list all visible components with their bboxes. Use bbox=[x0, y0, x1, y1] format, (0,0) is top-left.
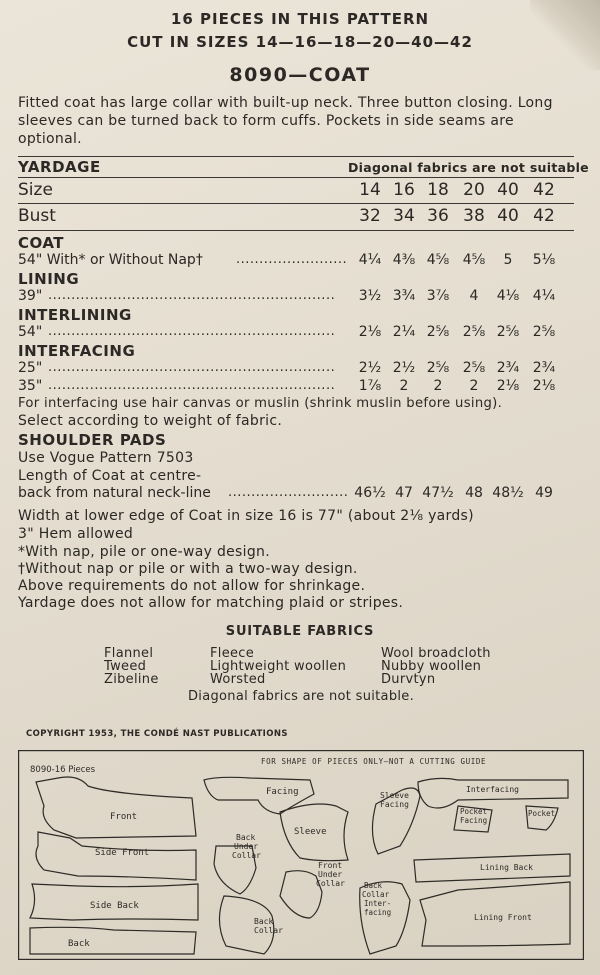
fabric-item: Worsted bbox=[210, 672, 266, 687]
coat-heading: COAT bbox=[18, 234, 65, 252]
label-side-back: Side Back bbox=[90, 901, 139, 911]
bust-value: 42 bbox=[533, 206, 555, 226]
label-back-under-collar: Back bbox=[236, 833, 256, 842]
bust-row bbox=[18, 206, 574, 228]
interfacing-value: 2 bbox=[433, 378, 443, 394]
size-value: 42 bbox=[533, 180, 555, 200]
leader-dots: ........................ bbox=[236, 252, 348, 267]
interfacing-value: 2⅝ bbox=[426, 360, 450, 376]
label-back-collar-interfacing: Inter- bbox=[364, 899, 392, 908]
label-facing: Facing bbox=[266, 787, 299, 797]
front-piece bbox=[36, 777, 196, 838]
interlining-label: 54" bbox=[18, 324, 43, 340]
interfacing-value: 2½ bbox=[358, 360, 382, 376]
fabric-item: Tweed bbox=[104, 659, 147, 674]
interfacing-value: 1⅞ bbox=[358, 378, 382, 394]
plaid-note: Yardage does not allow for matching plaid or stripes. bbox=[18, 595, 404, 611]
lining-value: 4 bbox=[469, 288, 479, 304]
label-front: Front bbox=[110, 812, 138, 822]
lining-value: 3⅞ bbox=[426, 288, 450, 304]
size-value: 40 bbox=[497, 180, 519, 200]
interlining-value: 2⅝ bbox=[532, 324, 556, 340]
fabric-item: Zibeline bbox=[104, 672, 159, 687]
interfacing-value: 2½ bbox=[392, 360, 416, 376]
leader-dots: .............................................................. bbox=[48, 360, 336, 375]
label-back-collar: Collar bbox=[254, 926, 283, 935]
length-value: 47 bbox=[395, 485, 413, 501]
label-pocket-facing: Pocket bbox=[460, 807, 488, 816]
label-lining-back: Lining Back bbox=[480, 863, 533, 872]
lining-label: 39" bbox=[18, 288, 43, 304]
label-back-collar-interfacing: facing bbox=[364, 908, 392, 917]
rule-top bbox=[18, 156, 574, 157]
length-value: 48½ bbox=[492, 485, 524, 501]
interlining-value: 2⅝ bbox=[426, 324, 450, 340]
width-note: Width at lower edge of Coat in size 16 is 77" (about 2⅛ yards) bbox=[18, 508, 474, 524]
pattern-pieces-diagram bbox=[18, 750, 584, 960]
interfacing-value: 2 bbox=[469, 378, 479, 394]
leader-dots: .......................... bbox=[228, 485, 349, 500]
fabric-item: Nubby woollen bbox=[381, 659, 482, 674]
coat-label: 54" With* or Without Nap† bbox=[18, 252, 203, 268]
interfacing-note-2: Select according to weight of fabric. bbox=[18, 413, 283, 429]
bust-value: 40 bbox=[497, 206, 519, 226]
pieces-count: 16 PIECES IN THIS PATTERN bbox=[170, 10, 430, 28]
coat-value: 4⅜ bbox=[392, 252, 416, 268]
lining-value: 3¾ bbox=[392, 288, 416, 304]
interlining-value: 2⅝ bbox=[496, 324, 520, 340]
fabric-item: Fleece bbox=[210, 646, 255, 661]
lining-value: 4¼ bbox=[532, 288, 556, 304]
fabric-col-2 bbox=[210, 647, 346, 686]
length-row bbox=[18, 485, 574, 507]
diagram-code: 8090-16 Pieces bbox=[30, 765, 96, 775]
fabric-item: Lightweight woollen bbox=[210, 659, 347, 674]
interlining-value: 2¼ bbox=[392, 324, 416, 340]
hem-note: 3" Hem allowed bbox=[18, 526, 134, 542]
interfacing-heading: INTERFACING bbox=[18, 342, 136, 360]
lining-value: 3½ bbox=[358, 288, 382, 304]
label-sleeve: Sleeve bbox=[294, 827, 327, 837]
length-value: 49 bbox=[535, 485, 553, 501]
size-value: 20 bbox=[463, 180, 485, 200]
label-front-under-collar: Front bbox=[318, 861, 343, 870]
interfacing-value: 2⅛ bbox=[532, 378, 556, 394]
yardage-title: YARDAGE bbox=[18, 158, 101, 176]
description: Fitted coat has large collar with built-up neck. Three button closing. Long sleeves can be turned back to form cuffs. Pockets in side seams are optional. bbox=[18, 95, 553, 147]
lining-value: 4⅛ bbox=[496, 288, 520, 304]
size-value: 16 bbox=[393, 180, 415, 200]
pattern-title: 8090—COAT bbox=[229, 64, 371, 86]
lining-heading: LINING bbox=[18, 270, 80, 288]
interfacing-value: 2⅝ bbox=[462, 360, 486, 376]
length-value: 46½ bbox=[354, 485, 386, 501]
without-nap-note: †Without nap or pile or with a two-way design. bbox=[18, 561, 358, 577]
label-back: Back bbox=[68, 939, 90, 949]
label-lining-front: Lining Front bbox=[474, 913, 532, 922]
diagonal-note: Diagonal fabrics are not suitable bbox=[348, 160, 589, 175]
bust-value: 34 bbox=[393, 206, 415, 226]
interfacing-note: For interfacing use hair canvas or muslin (shrink muslin before using). bbox=[18, 396, 503, 411]
length-label: back from natural neck-line bbox=[18, 485, 211, 501]
coat-value: 4⅝ bbox=[426, 252, 450, 268]
label-sleeve-facing: Facing bbox=[380, 800, 409, 809]
label-back-under-collar: Under bbox=[234, 842, 259, 851]
leader-dots: .............................................................. bbox=[48, 378, 336, 393]
fabric-col-3 bbox=[381, 647, 491, 686]
label-back-collar-interfacing: Back bbox=[364, 881, 383, 890]
interfacing-value: 2 bbox=[399, 378, 409, 394]
interlining-value: 2⅛ bbox=[358, 324, 382, 340]
label-back-collar: Back bbox=[254, 917, 274, 926]
shoulder-pads-heading: SHOULDER PADS bbox=[18, 431, 167, 449]
rule-2 bbox=[18, 177, 574, 178]
shoulder-pads-text: Use Vogue Pattern 7503 bbox=[18, 450, 194, 466]
size-row bbox=[18, 180, 574, 202]
coat-row bbox=[18, 252, 574, 274]
interfacing-value: 2¾ bbox=[496, 360, 520, 376]
bust-label: Bust bbox=[18, 206, 56, 226]
nap-note: *With nap, pile or one-way design. bbox=[18, 544, 270, 560]
diagram-caption: FOR SHAPE OF PIECES ONLY—NOT A CUTTING GUIDE bbox=[261, 757, 487, 766]
coat-value: 5 bbox=[503, 252, 513, 268]
bust-value: 32 bbox=[359, 206, 381, 226]
length-line-1: Length of Coat at centre- bbox=[18, 468, 202, 484]
interlining-value: 2⅝ bbox=[462, 324, 486, 340]
label-side-front: Side Front bbox=[95, 848, 150, 858]
length-value: 47½ bbox=[422, 485, 454, 501]
fabric-col-1 bbox=[104, 647, 159, 686]
leader-dots: .............................................................. bbox=[48, 288, 336, 303]
label-back-collar-interfacing: Collar bbox=[362, 890, 390, 899]
interfacing-label: 35" bbox=[18, 378, 43, 394]
label-front-under-collar: Under bbox=[318, 870, 343, 879]
label-pocket: Pocket bbox=[528, 809, 556, 818]
bust-value: 38 bbox=[463, 206, 485, 226]
label-interfacing: Interfacing bbox=[466, 785, 519, 794]
fabric-item: Wool broadcloth bbox=[381, 646, 491, 661]
interfacing-value: 2⅛ bbox=[496, 378, 520, 394]
fabric-item: Flannel bbox=[104, 646, 154, 661]
coat-value: 4⅝ bbox=[462, 252, 486, 268]
rule-4 bbox=[18, 230, 574, 231]
size-label: Size bbox=[18, 180, 53, 200]
leader-dots: .............................................................. bbox=[48, 324, 336, 339]
back-piece bbox=[30, 927, 196, 954]
coat-value: 4¼ bbox=[358, 252, 382, 268]
shrink-note: Above requirements do not allow for shrinkage. bbox=[18, 578, 366, 594]
copyright: COPYRIGHT 1953, THE CONDÉ NAST PUBLICATIONS bbox=[26, 729, 288, 739]
size-value: 18 bbox=[427, 180, 449, 200]
suitable-fabrics-title: SUITABLE FABRICS bbox=[225, 624, 375, 639]
label-back-under-collar: Collar bbox=[232, 851, 261, 860]
interlining-heading: INTERLINING bbox=[18, 306, 132, 324]
fabric-item: Durvtyn bbox=[381, 672, 436, 687]
sizes-line: CUT IN SIZES 14—16—18—20—40—42 bbox=[127, 33, 473, 51]
front-under-collar-piece bbox=[280, 871, 322, 918]
label-sleeve-facing: Sleeve bbox=[380, 791, 409, 800]
length-value: 48 bbox=[465, 485, 483, 501]
interfacing-label: 25" bbox=[18, 360, 43, 376]
bust-value: 36 bbox=[427, 206, 449, 226]
rule-3 bbox=[18, 203, 574, 204]
label-front-under-collar: Collar bbox=[316, 879, 345, 888]
fabrics-diagonal-note: Diagonal fabrics are not suitable. bbox=[188, 689, 415, 704]
size-value: 14 bbox=[359, 180, 381, 200]
coat-value: 5⅛ bbox=[532, 252, 556, 268]
label-pocket-facing: Facing bbox=[460, 816, 488, 825]
interfacing-value: 2¾ bbox=[532, 360, 556, 376]
